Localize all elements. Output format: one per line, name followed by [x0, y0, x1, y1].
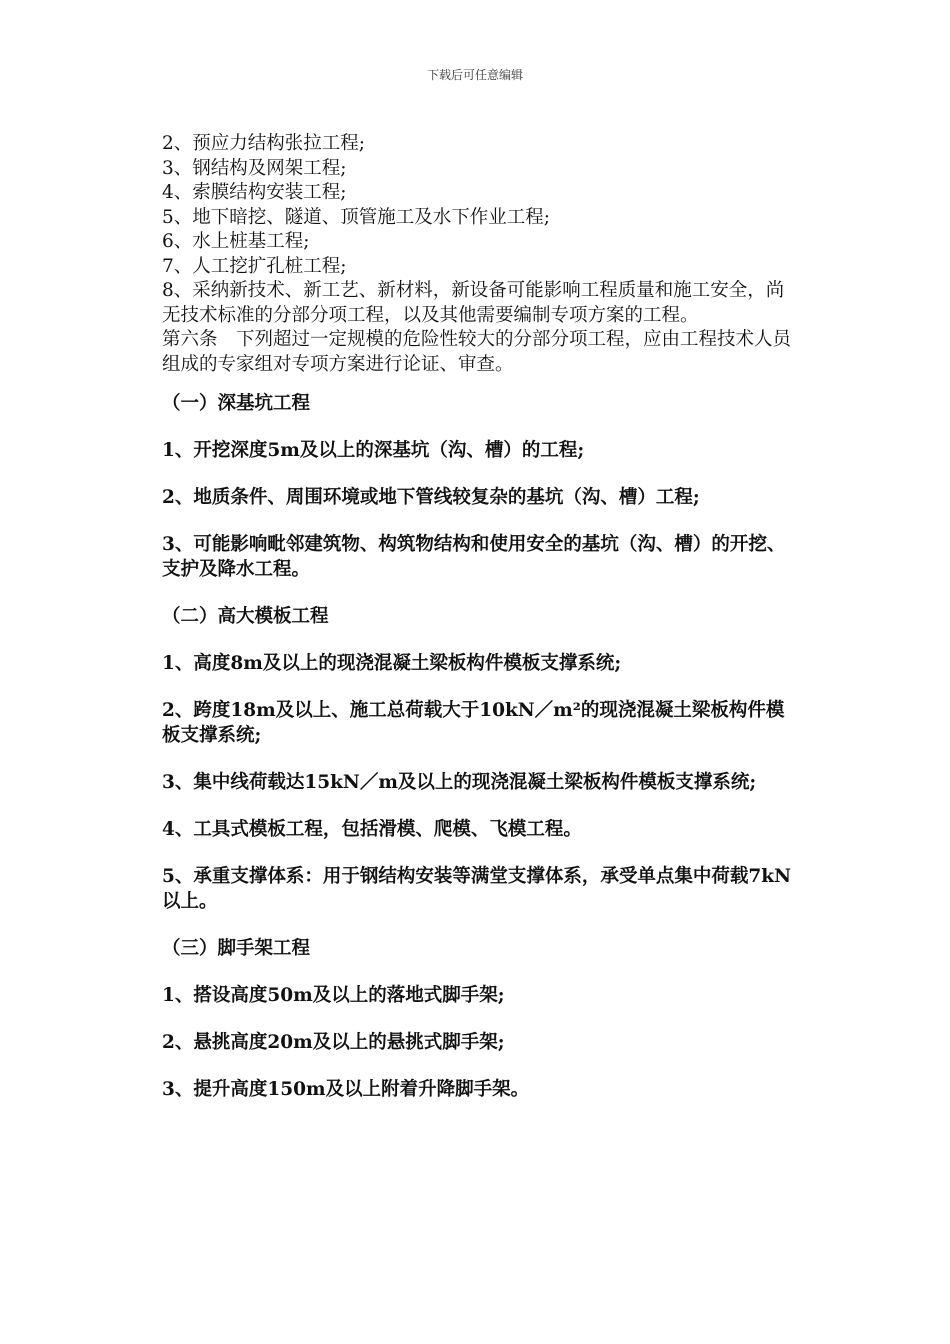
list-item: 1、高度8m及以上的现浇混凝土梁板构件模板支撑系统; [162, 653, 622, 674]
list-item: 2、地质条件、周围环境或地下管线较复杂的基坑（沟、槽）工程; [162, 487, 700, 508]
section-heading: （三）脚手架工程 [162, 938, 311, 959]
section-heading: （二）高大模板工程 [162, 606, 329, 627]
list-item: 3、集中线荷载达15kN／m及以上的现浇混凝土梁板构件模板支撑系统; [162, 772, 757, 793]
section-heading: （一）深基坑工程 [162, 393, 311, 414]
list-item: 3、可能影响毗邻建筑物、构筑物结构和使用安全的基坑（沟、槽）的开挖、支护及降水工程。 [162, 534, 786, 580]
plain-paragraph-group [162, 132, 802, 377]
list-item: 1、搭设高度50m及以上的落地式脚手架; [162, 985, 505, 1006]
paragraph: 8、采纳新技术、新工艺、新材料，新设备可能影响工程质量和施工安全，尚无技术标准的分部分项工程，以及其他需要编制专项方案的工程。 [162, 280, 785, 326]
document-body [162, 132, 802, 1124]
bold-paragraph-group [162, 391, 802, 1102]
paragraph: 2、预应力结构张拉工程; [162, 133, 366, 154]
list-item: 3、提升高度150m及以上附着升降脚手架。 [162, 1079, 530, 1100]
article-paragraph: 第六条 下列超过一定规模的危险性较大的分部分项工程，应由工程技术人员组成的专家组对专项方案进行论证、审查。 [162, 329, 792, 375]
paragraph: 4、索膜结构安装工程; [162, 182, 347, 203]
list-item: 2、悬挑高度20m及以上的悬挑式脚手架; [162, 1032, 505, 1053]
list-item: 4、工具式模板工程，包括滑模、爬模、飞模工程。 [162, 819, 582, 840]
paragraph: 7、人工挖扩孔桩工程; [162, 255, 347, 277]
paragraph: 5、地下暗挖、隧道、顶管施工及水下作业工程; [162, 206, 551, 228]
page-header: 下载后可任意编辑 [426, 68, 523, 82]
list-item: 5、承重支撑体系：用于钢结构安装等满堂支撑体系，承受单点集中荷载7kN以上。 [162, 866, 791, 912]
list-item: 1、开挖深度5m及以上的深基坑（沟、槽）的工程; [162, 440, 585, 461]
paragraph: 3、钢结构及网架工程; [162, 157, 347, 179]
list-item: 2、跨度18m及以上、施工总荷载大于10kN／m²的现浇混凝土梁板构件模板支撑系统; [162, 700, 785, 746]
paragraph: 6、水上桩基工程; [162, 231, 310, 252]
